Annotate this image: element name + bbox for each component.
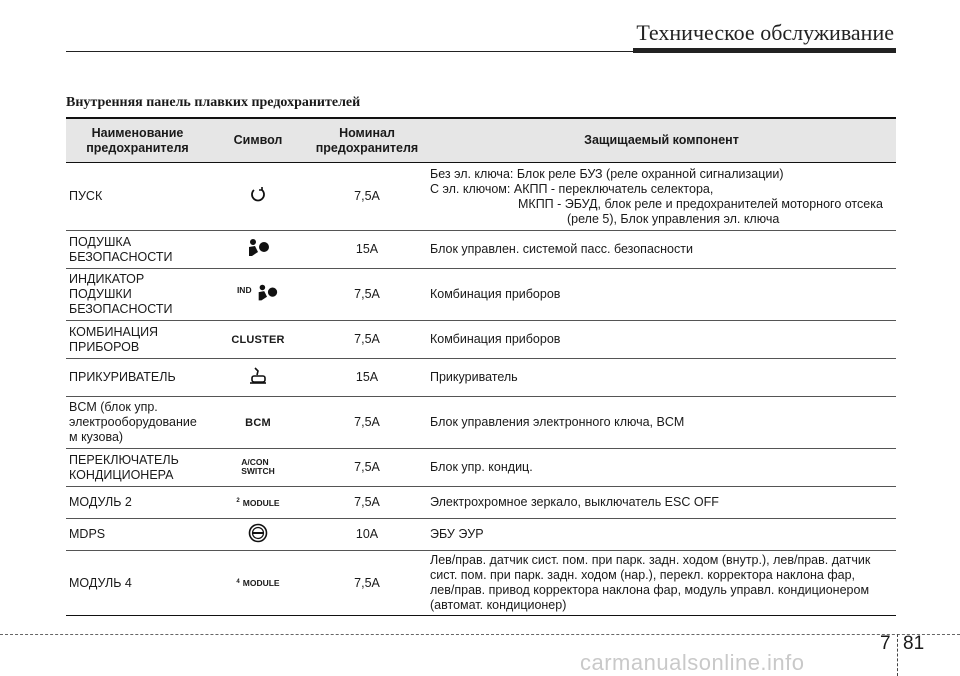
fuse-rating: 7,5А [307, 163, 427, 231]
fuse-rating: 7,5А [307, 321, 427, 359]
fuse-component: Прикуриватель [427, 359, 896, 397]
start-key-icon [249, 186, 267, 204]
fuse-component: Блок управлен. системой пасс. безопасности [427, 231, 896, 269]
fuse-name: MDPS [66, 519, 209, 551]
table-row [66, 397, 896, 449]
fuse-component: Комбинация приборов [427, 321, 896, 359]
fuse-symbol [209, 519, 307, 551]
table-row [66, 359, 896, 397]
fuse-table [66, 117, 896, 616]
col-header-name: Наименование предохранителя [66, 118, 209, 163]
fuse-name: ИНДИКАТОР ПОДУШКИ БЕЗОПАСНОСТИ [66, 269, 209, 321]
section-title: Внутренняя панель плавких предохранителей [66, 95, 361, 110]
fuse-symbol [209, 163, 307, 231]
fuse-symbol [209, 269, 307, 321]
fuse-symbol [209, 231, 307, 269]
table-row [66, 551, 896, 616]
fuse-component: Комбинация приборов [427, 269, 896, 321]
fuse-component: Электрохромное зеркало, выключатель ESC OFF [427, 487, 896, 519]
airbag-icon [245, 238, 271, 258]
steering-wheel-icon [247, 523, 269, 543]
fuse-rating: 7,5А [307, 269, 427, 321]
symbol-label: A/CON SWITCH [241, 456, 275, 476]
fuse-name: BCM (блок упр. электрооборудование м кузова) [66, 397, 209, 449]
footer-rule [0, 634, 960, 635]
fuse-component: Блок управления электронного ключа, BCM [427, 397, 896, 449]
fuse-rating: 10А [307, 519, 427, 551]
fuse-symbol [209, 397, 307, 449]
fuse-name: ПРИКУРИВАТЕЛЬ [66, 359, 209, 397]
table-row [66, 487, 896, 519]
fuse-rating: 7,5А [307, 551, 427, 616]
fuse-name: ПЕРЕКЛЮЧАТЕЛЬ КОНДИЦИОНЕРА [66, 449, 209, 487]
table-row [66, 163, 896, 231]
fuse-symbol [209, 551, 307, 616]
fuse-rating: 7,5А [307, 487, 427, 519]
fuse-rating: 15А [307, 231, 427, 269]
fuse-component: Лев/прав. датчик сист. пом. при парк. задн. ходом (внутр.), лев/прав. датчик сист. пом. при парк. задн. ходом (нар.), перекл. корректора наклона фар, лев/прав. привод корректора наклона фар, модуль управл. кондиционером (автомат. кондиционер) [427, 551, 896, 616]
table-row [66, 519, 896, 551]
fuse-symbol [209, 359, 307, 397]
symbol-label: $^2$ MODULE [236, 497, 280, 508]
col-header-symbol: Символ [209, 118, 307, 163]
col-header-component: Защищаемый компонент [427, 118, 896, 163]
symbol-label: CLUSTER [231, 333, 285, 346]
fuse-symbol [209, 321, 307, 359]
fuse-name: МОДУЛЬ 2 [66, 487, 209, 519]
fuse-symbol [209, 449, 307, 487]
page-number: 81 [903, 633, 925, 654]
page-header-title: Техническое обслуживание [636, 20, 894, 45]
symbol-label: BCM [245, 416, 271, 429]
watermark: carmanualsonline.info [580, 650, 805, 675]
fuse-component: Без эл. ключа: Блок реле БУЗ (реле охранной сигнализации) С эл. ключом: АКПП - переключатель селектора, МКПП - ЭБУД, блок реле и предохранителей моторного отсека (реле 5), Блок управления эл. ключа [427, 163, 896, 231]
cigar-lighter-icon [248, 366, 268, 386]
col-header-rating: Номинал предохранителя [307, 118, 427, 163]
page-number-divider [897, 634, 898, 676]
fuse-rating: 7,5А [307, 397, 427, 449]
fuse-name: ПУСК [66, 163, 209, 231]
symbol-label: IND [236, 284, 252, 295]
header-rule-accent [633, 48, 896, 53]
symbol-label: $^4$ MODULE [236, 578, 280, 589]
fuse-component: Блок упр. кондиц. [427, 449, 896, 487]
table-header-row [66, 118, 896, 163]
fuse-name: МОДУЛЬ 4 [66, 551, 209, 616]
airbag-indicator-icon [255, 283, 279, 303]
chapter-number: 7 [880, 633, 891, 654]
fuse-name: КОМБИНАЦИЯ ПРИБОРОВ [66, 321, 209, 359]
table-row [66, 321, 896, 359]
fuse-name: ПОДУШКА БЕЗОПАСНОСТИ [66, 231, 209, 269]
fuse-rating: 15А [307, 359, 427, 397]
fuse-component: ЭБУ ЭУР [427, 519, 896, 551]
fuse-rating: 7,5А [307, 449, 427, 487]
table-row [66, 231, 896, 269]
fuse-symbol [209, 487, 307, 519]
table-row [66, 449, 896, 487]
table-row [66, 269, 896, 321]
